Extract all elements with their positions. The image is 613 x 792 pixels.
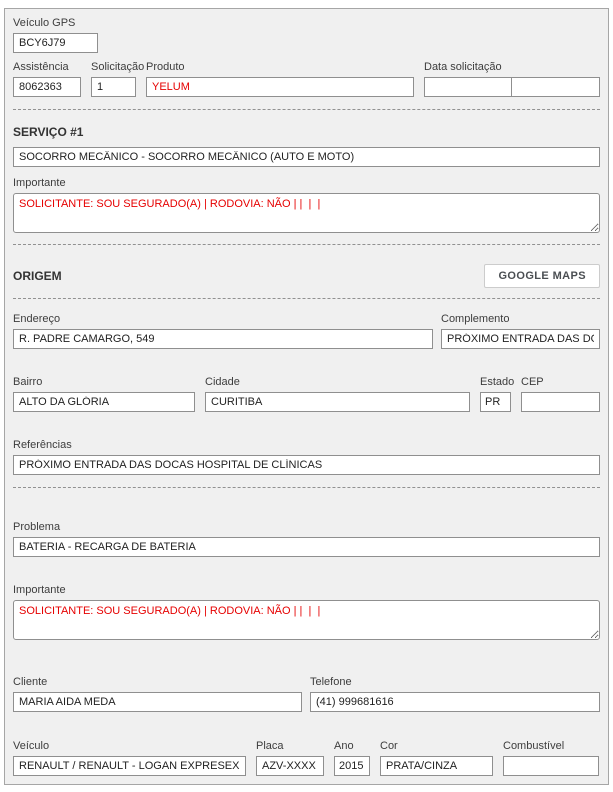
zip-field-group <box>521 376 600 412</box>
client-row <box>13 676 600 712</box>
references-label: Referências <box>13 439 72 451</box>
vehicle-input[interactable] <box>13 756 246 776</box>
problem-field-group <box>13 521 600 557</box>
problem-important-field-group <box>13 584 600 640</box>
client-field-group <box>13 676 302 712</box>
separator <box>13 244 600 245</box>
phone-label: Telefone <box>310 676 352 688</box>
year-field-group <box>334 740 370 776</box>
origin-header-row <box>13 264 600 288</box>
request-label: Solicitação <box>91 61 145 73</box>
separator <box>13 109 600 110</box>
service-section-title: SERVIÇO #1 <box>13 125 84 139</box>
request-date-label: Data solicitação <box>424 61 502 73</box>
address-input[interactable] <box>13 329 433 349</box>
vehicle-label: Veículo <box>13 740 50 752</box>
complement-field-group <box>441 313 600 349</box>
product-input[interactable] <box>146 77 414 97</box>
references-input[interactable] <box>13 455 600 475</box>
client-input[interactable] <box>13 692 302 712</box>
product-label: Produto <box>146 61 185 73</box>
fuel-input[interactable] <box>503 756 599 776</box>
year-input[interactable] <box>334 756 370 776</box>
district-label: Bairro <box>13 376 43 388</box>
phone-field-group <box>310 676 600 712</box>
request-date-field-group <box>424 61 600 97</box>
state-input[interactable] <box>480 392 511 412</box>
assistance-label: Assistência <box>13 61 69 73</box>
phone-input[interactable] <box>310 692 600 712</box>
complement-input[interactable] <box>441 329 600 349</box>
separator <box>13 298 600 299</box>
assistance-field-group <box>13 61 81 97</box>
vehicle-gps-field-group <box>13 17 98 53</box>
separator <box>13 487 600 488</box>
problem-important-textarea[interactable] <box>13 600 600 640</box>
client-label: Cliente <box>13 676 48 688</box>
product-field-group <box>146 61 414 97</box>
address-row <box>13 313 600 349</box>
fuel-field-group <box>503 740 599 776</box>
request-date-input[interactable] <box>424 77 512 97</box>
service-important-label: Importante <box>13 177 66 189</box>
request-date-inputs <box>424 77 600 97</box>
district-input[interactable] <box>13 392 195 412</box>
address-label: Endereço <box>13 313 61 325</box>
assistance-input[interactable] <box>13 77 81 97</box>
service-important-field-group <box>13 177 600 233</box>
service-important-textarea[interactable] <box>13 193 600 233</box>
district-row <box>13 376 600 412</box>
service-order-panel <box>4 8 609 785</box>
references-field-group <box>13 439 600 475</box>
color-input[interactable] <box>380 756 493 776</box>
plate-field-group <box>256 740 324 776</box>
assistance-row <box>13 61 600 97</box>
vehicle-gps-input[interactable] <box>13 33 98 53</box>
request-time-input[interactable] <box>511 77 600 97</box>
plate-input[interactable] <box>256 756 324 776</box>
color-field-group <box>380 740 493 776</box>
plate-label: Placa <box>256 740 284 752</box>
state-label: Estado <box>480 376 515 388</box>
city-label: Cidade <box>205 376 240 388</box>
request-field-group <box>91 61 145 97</box>
vehicle-row <box>13 740 600 776</box>
google-maps-button[interactable]: GOOGLE MAPS <box>484 264 600 288</box>
zip-input[interactable] <box>521 392 600 412</box>
origin-section-title: ORIGEM <box>13 269 62 283</box>
vehicle-field-group <box>13 740 246 776</box>
vehicle-gps-label: Veículo GPS <box>13 17 76 29</box>
service-type-input[interactable] <box>13 147 600 167</box>
city-input[interactable] <box>205 392 470 412</box>
district-field-group <box>13 376 195 412</box>
request-input[interactable] <box>91 77 136 97</box>
fuel-label: Combustível <box>503 740 565 752</box>
problem-important-label: Importante <box>13 584 66 596</box>
complement-label: Complemento <box>441 313 510 325</box>
city-field-group <box>205 376 470 412</box>
address-field-group <box>13 313 433 349</box>
year-label: Ano <box>334 740 354 752</box>
state-field-group <box>480 376 515 412</box>
color-label: Cor <box>380 740 398 752</box>
problem-label: Problema <box>13 521 61 533</box>
zip-label: CEP <box>521 376 544 388</box>
problem-input[interactable] <box>13 537 600 557</box>
